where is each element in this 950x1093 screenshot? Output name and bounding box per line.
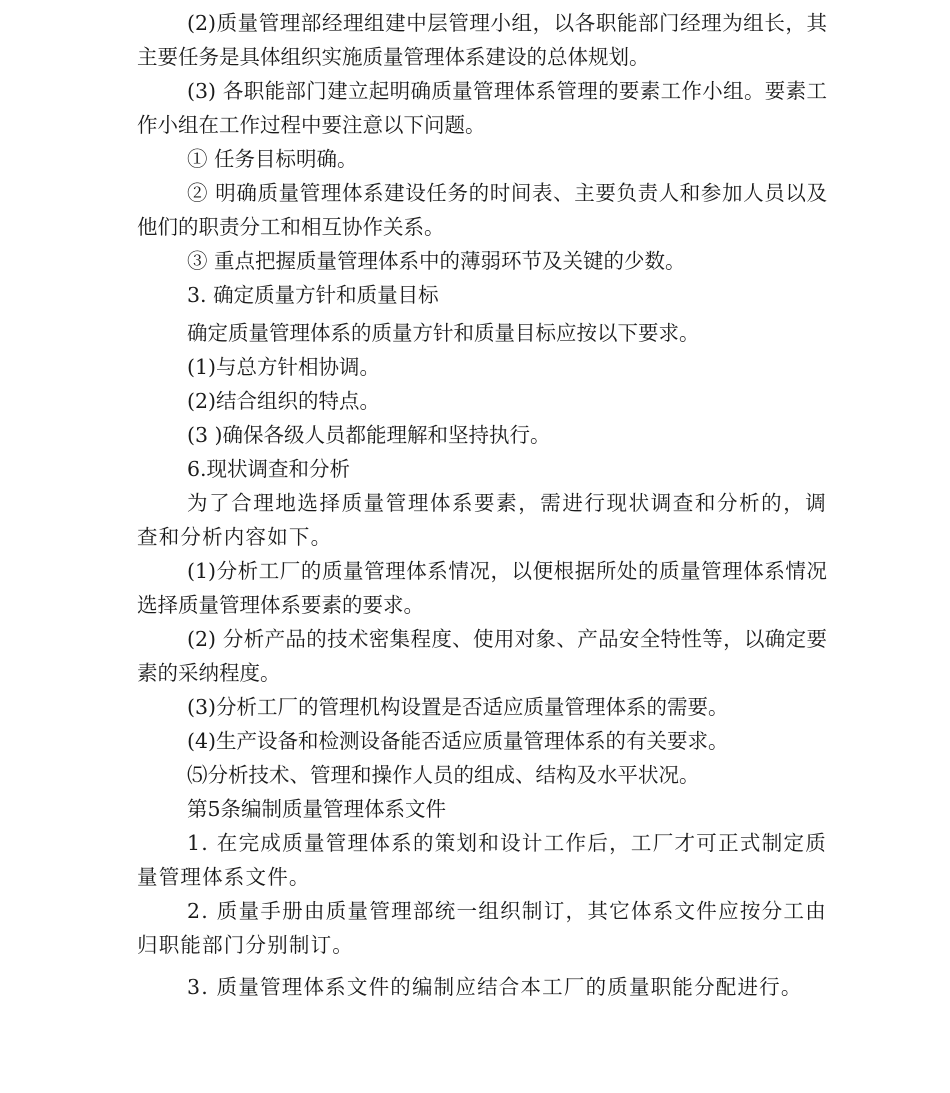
clause-2-quality-manual: 2. 质量手册由质量管理部统一组织制订，其它体系文件应按分工由归职能部门分别制订。: [137, 899, 827, 957]
list-item-understand-execute: (3 )确保各级人员都能理解和坚持执行。: [187, 423, 551, 447]
list-item-coordinate-policy: (1)与总方针相协调。: [187, 355, 381, 379]
list-item-analyze-product: (2) 分析产品的技术密集程度、使用对象、产品安全特性等，以确定要素的采纳程度。: [137, 627, 827, 685]
article-heading-5: 第5条编制质量管理体系文件: [187, 797, 447, 821]
list-item-clear-goals: ① 任务目标明确。: [187, 147, 358, 171]
clause-1-planning: 1. 在完成质量管理体系的策划和设计工作后，工厂才可正式制定质量管理体系文件。: [137, 831, 827, 889]
list-item-analyze-structure: (3)分析工厂的管理机构设置是否适应质量管理体系的需要。: [187, 695, 729, 719]
list-item-analyze-system: (1)分析工厂的质量管理体系情况，以便根据所处的质量管理体系情况选择质量管理体系要素的要求。: [137, 559, 827, 617]
list-item-personnel: ⑸分析技术、管理和操作人员的组成、结构及水平状况。: [187, 763, 700, 787]
list-item-equipment: (4)生产设备和检测设备能否适应质量管理体系的有关要求。: [187, 729, 729, 753]
document-body: [137, 6, 827, 1004]
section-heading-quality-policy: 3. 确定质量方针和质量目标: [187, 283, 439, 307]
list-item-organization-features: (2)结合组织的特点。: [187, 389, 381, 413]
list-item-timeline-responsibilities: ② 明确质量管理体系建设任务的时间表、主要负责人和参加人员以及他们的职责分工和相互协作关系。: [137, 181, 827, 239]
paragraph-element-work-groups: (3) 各职能部门建立起明确质量管理体系管理的要素工作小组。要素工作小组在工作过程中要注意以下问题。: [137, 79, 827, 137]
list-item-weak-links: ③ 重点把握质量管理体系中的薄弱环节及关键的少数。: [187, 249, 686, 273]
paragraph-survey-intro: 为了合理地选择质量管理体系要素，需进行现状调查和分析的，调查和分析内容如下。: [137, 491, 827, 549]
clause-3-document-compilation: 3. 质量管理体系文件的编制应结合本工厂的质量职能分配进行。: [187, 975, 803, 999]
paragraph-middle-management-group: (2)质量管理部经理组建中层管理小组，以各职能部门经理为组长，其主要任务是具体组织实施质量管理体系建设的总体规划。: [137, 11, 827, 69]
section-heading-status-survey: 6.现状调查和分析: [187, 457, 351, 481]
paragraph-policy-requirements: 确定质量管理体系的质量方针和质量目标应按以下要求。: [187, 321, 700, 345]
